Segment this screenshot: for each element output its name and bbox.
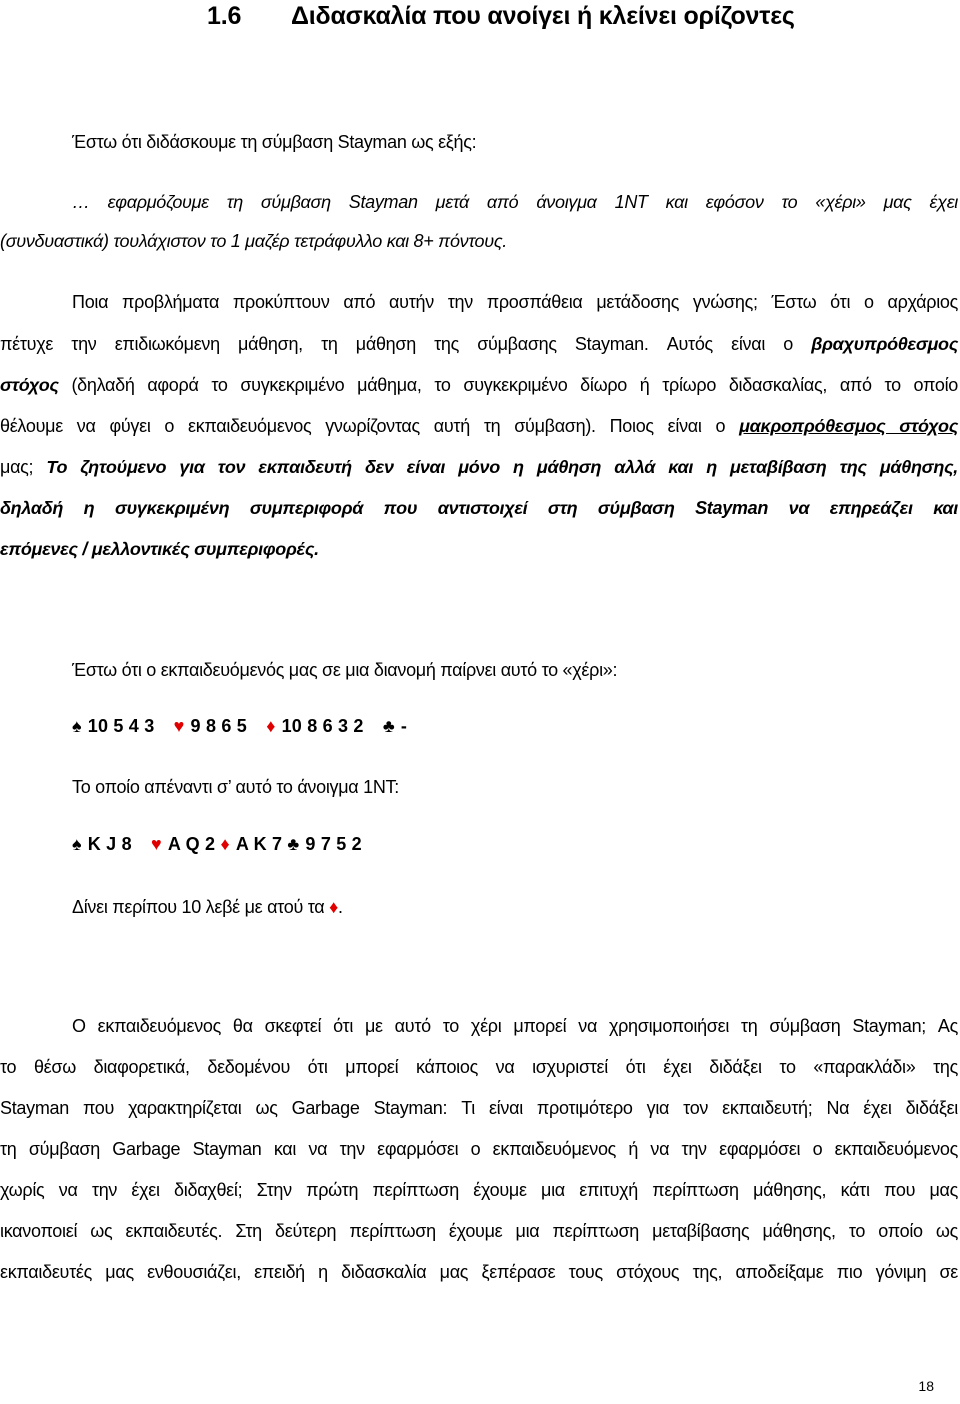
page-number: 18 xyxy=(918,1378,934,1394)
paragraph-1-line-4 xyxy=(0,414,958,438)
text-run: θέλουμε να φύγει ο εκπαιδευόμενος γνωρίζοντας αυτή τη σύμβαση). Ποιος είναι ο xyxy=(0,416,740,436)
paragraph-1-line-3 xyxy=(0,373,958,397)
quote-line-2: (συνδυαστικά) τουλάχιστον το 1 μαζέρ τετράφυλλο και 8+ πόντους. xyxy=(0,231,507,251)
section-heading xyxy=(207,2,927,31)
emphasis-goal: στόχος xyxy=(0,375,59,395)
emphasis-long-term-goal: μακροπρόθεσμος στόχος xyxy=(739,416,958,436)
spade-icon: ♠ xyxy=(72,716,82,736)
paragraph-2-line-1: Ο εκπαιδευόμενος θα σκεφτεί ότι με αυτό το χέρι μπορεί να χρησιμοποιήσει τη σύμβαση Stayman; Ας xyxy=(72,1016,958,1036)
spades-cards: K J 8 xyxy=(87,834,132,854)
paragraph-2-line-5: χωρίς να την έχει διδαχθεί; Στην πρώτη περίπτωση έχουμε μια επιτυχή περίπτωση μάθησης, κάτι που μας xyxy=(0,1180,958,1200)
text-run: μας; xyxy=(0,457,47,477)
section-number: 1.6 xyxy=(207,2,242,30)
diamonds-cards: A K 7 xyxy=(235,834,283,854)
partner-intro: Το οποίο απέναντι σ’ αυτό το άνοιγμα 1NT: xyxy=(72,777,399,797)
clubs-cards: 9 7 5 2 xyxy=(305,834,362,854)
paragraph-1-line-2 xyxy=(0,332,958,356)
hearts-cards: A Q 2 xyxy=(167,834,216,854)
clubs-cards: - xyxy=(400,716,408,736)
bid-line xyxy=(72,895,960,919)
paragraph-2-line-2: το θέσω διαφορετικά, δεδομένου ότι μπορεί κάποιος να ισχυριστεί ότι έχει διδάξει το «παρακλάδι» της xyxy=(0,1057,958,1077)
diamond-icon: ♦ xyxy=(329,897,338,917)
paragraph-2-line-6: ικανοποιεί ως εκπαιδευτές. Στη δεύτερη περίπτωση έχουμε μια περίπτωση μεταβίβασης μάθησης, το οποίο ως xyxy=(0,1221,958,1241)
paragraph-2-line-3: Stayman που χαρακτηρίζεται ως Garbage Stayman: Τι είναι προτιμότερο για τον εκπαιδευτή; Να έχει διδάξει xyxy=(0,1098,958,1118)
emphasis-text: Το ζητούμενο για τον εκπαιδευτή δεν είναι μόνο η μάθηση αλλά και η μεταβίβαση της μάθησης, xyxy=(46,457,958,477)
hand-intro: Έστω ότι ο εκπαιδευόμενός μας σε μια διανομή παίρνει αυτό το «χέρι»: xyxy=(72,660,618,680)
text-run: . xyxy=(337,897,343,917)
spades-cards: 10 5 4 3 xyxy=(87,716,155,736)
intro-text: Έστω ότι διδάσκουμε τη σύμβαση Stayman ως εξής: xyxy=(72,132,477,152)
hand-one xyxy=(72,716,407,737)
text-run: Δίνει περίπου 10 λεβέ με ατού τα xyxy=(72,897,330,917)
hearts-cards: 9 8 6 5 xyxy=(190,716,247,736)
paragraph-1-line-7: επόμενες / μελλοντικές συμπεριφορές. xyxy=(0,539,319,559)
diamond-icon: ♦ xyxy=(220,834,230,854)
text-run: πέτυχε την επιδιωκόμενη μάθηση, τη μάθηση της σύμβασης Stayman. Αυτός είναι ο xyxy=(0,334,812,354)
club-icon: ♣ xyxy=(287,834,300,854)
quote-line-1: … εφαρμόζουμε τη σύμβαση Stayman μετά από άνοιγμα 1NT και εφόσον το «χέρι» μας έχει xyxy=(72,192,958,212)
diamonds-cards: 10 8 6 3 2 xyxy=(281,716,364,736)
section-title: Διδασκαλία που ανοίγει ή κλείνει ορίζοντες xyxy=(291,2,795,30)
paragraph-2-line-4: τη σύμβαση Garbage Stayman και να την εφαρμόσει ο εκπαιδευόμενος ή να την εφαρμόσει ο εκπαιδευόμενος xyxy=(0,1139,958,1159)
paragraph-2-line-7: εκπαιδευτές μας ενθουσιάζει, επειδή η διδασκαλία μας ξεπέρασε τους στόχους της, αποδείξαμε πιο γόνιμη σε xyxy=(0,1262,958,1282)
paragraph-1-line-1: Ποια προβλήματα προκύπτουν από αυτήν την προσπάθεια μετάδοσης γνώσης; Έστω ότι ο αρχάριος xyxy=(72,292,958,312)
paragraph-1-line-6: δηλαδή η συγκεκριμένη συμπεριφορά που αντιστοιχεί στη σύμβαση Stayman να επηρεάζει και xyxy=(0,498,958,518)
club-icon: ♣ xyxy=(382,716,395,736)
hand-two xyxy=(72,834,362,855)
spade-icon: ♠ xyxy=(72,834,82,854)
paragraph-1-line-5 xyxy=(0,455,958,479)
emphasis-short-term-goal: βραχυπρόθεσμος xyxy=(811,334,958,354)
text-run: (δηλαδή αφορά το συγκεκριμένο μάθημα, το συγκεκριμένο δίωρο ή τρίωρο διδασκαλίας, από το οποίο xyxy=(58,375,958,395)
heart-icon: ♥ xyxy=(151,834,162,854)
diamond-icon: ♦ xyxy=(266,716,276,736)
heart-icon: ♥ xyxy=(173,716,185,736)
